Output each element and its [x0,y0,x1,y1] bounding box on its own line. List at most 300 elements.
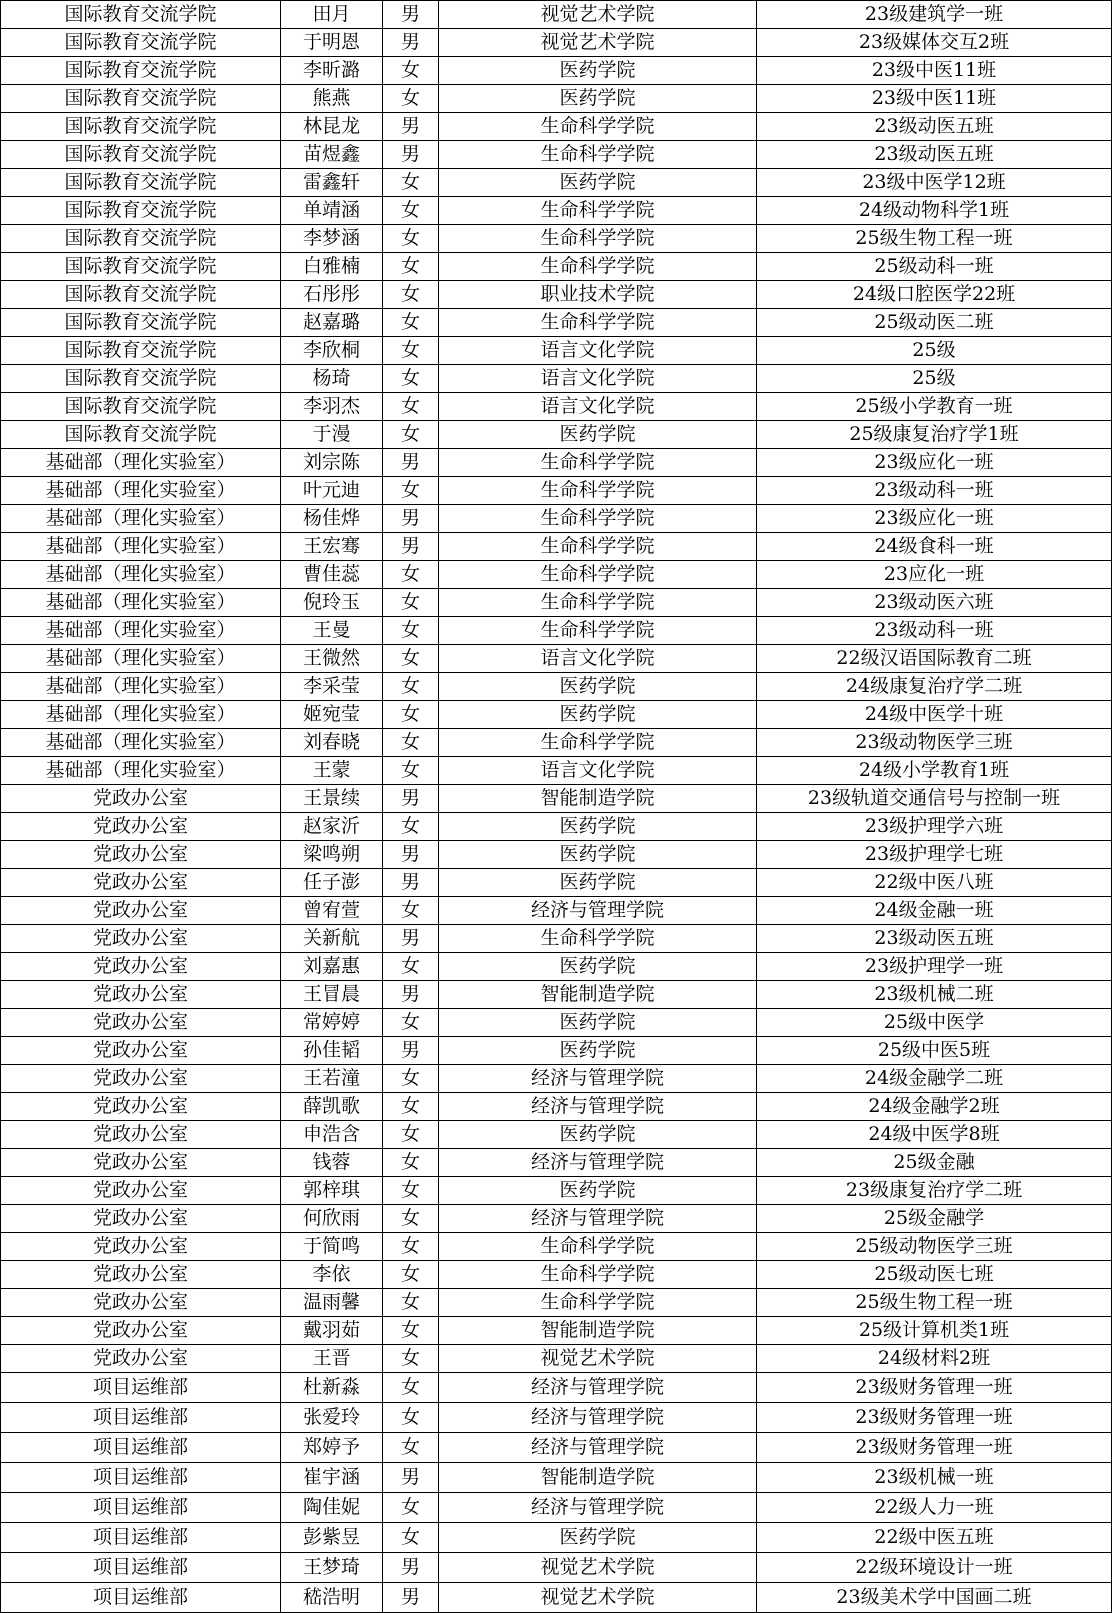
name-cell: 单靖涵 [281,197,383,225]
class-cell: 23级康复治疗学二班 [757,1177,1112,1205]
gender-cell: 女 [383,1177,439,1205]
table-row [1,785,1112,813]
name-cell: 刘嘉惠 [281,953,383,981]
name-cell: 赵嘉璐 [281,309,383,337]
name-cell: 王若潼 [281,1065,383,1093]
table-row [1,1523,1112,1553]
college-cell: 生命科学学院 [439,477,757,505]
department-cell: 基础部（理化实验室） [1,617,281,645]
table-row [1,1093,1112,1121]
gender-cell: 女 [383,225,439,253]
college-cell: 语言文化学院 [439,337,757,365]
gender-cell: 男 [383,1,439,29]
department-cell: 项目运维部 [1,1583,281,1613]
name-cell: 常婷婷 [281,1009,383,1037]
table-row [1,1403,1112,1433]
table-row [1,673,1112,701]
gender-cell: 男 [383,113,439,141]
class-cell: 25级 [757,365,1112,393]
college-cell: 经济与管理学院 [439,1373,757,1403]
gender-cell: 男 [383,533,439,561]
department-cell: 党政办公室 [1,1205,281,1233]
name-cell: 杨佳烨 [281,505,383,533]
college-cell: 医药学院 [439,1009,757,1037]
gender-cell: 女 [383,309,439,337]
class-cell: 23级动科一班 [757,617,1112,645]
table-row [1,869,1112,897]
department-cell: 基础部（理化实验室） [1,757,281,785]
table-row [1,589,1112,617]
department-cell: 项目运维部 [1,1433,281,1463]
college-cell: 经济与管理学院 [439,1403,757,1433]
name-cell: 申浩含 [281,1121,383,1149]
department-cell: 基础部（理化实验室） [1,729,281,757]
college-cell: 智能制造学院 [439,1463,757,1493]
table-row [1,953,1112,981]
department-cell: 国际教育交流学院 [1,1,281,29]
name-cell: 杨琦 [281,365,383,393]
gender-cell: 女 [383,897,439,925]
table-row [1,561,1112,589]
name-cell: 薛凯歌 [281,1093,383,1121]
table-row [1,1205,1112,1233]
class-cell: 24级金融学二班 [757,1065,1112,1093]
college-cell: 医药学院 [439,85,757,113]
gender-cell: 女 [383,1261,439,1289]
department-cell: 项目运维部 [1,1403,281,1433]
class-cell: 25级动物医学三班 [757,1233,1112,1261]
name-cell: 梁鸣朔 [281,841,383,869]
table-row [1,85,1112,113]
college-cell: 视觉艺术学院 [439,1345,757,1373]
department-cell: 党政办公室 [1,813,281,841]
name-cell: 田月 [281,1,383,29]
gender-cell: 女 [383,953,439,981]
table-row [1,701,1112,729]
table-row [1,729,1112,757]
college-cell: 视觉艺术学院 [439,29,757,57]
gender-cell: 男 [383,505,439,533]
name-cell: 温雨馨 [281,1289,383,1317]
gender-cell: 女 [383,1121,439,1149]
table-row [1,1583,1112,1613]
name-cell: 于漫 [281,421,383,449]
department-cell: 党政办公室 [1,785,281,813]
table-row [1,1037,1112,1065]
department-cell: 项目运维部 [1,1463,281,1493]
class-cell: 25级康复治疗学1班 [757,421,1112,449]
name-cell: 陶佳妮 [281,1493,383,1523]
gender-cell: 女 [383,281,439,309]
department-cell: 基础部（理化实验室） [1,645,281,673]
gender-cell: 女 [383,1149,439,1177]
college-cell: 医药学院 [439,1037,757,1065]
college-cell: 生命科学学院 [439,309,757,337]
table-row [1,617,1112,645]
gender-cell: 男 [383,29,439,57]
department-cell: 党政办公室 [1,1261,281,1289]
table-row [1,29,1112,57]
department-cell: 国际教育交流学院 [1,253,281,281]
table-row [1,281,1112,309]
department-cell: 国际教育交流学院 [1,85,281,113]
table-row [1,1289,1112,1317]
gender-cell: 女 [383,729,439,757]
college-cell: 经济与管理学院 [439,1065,757,1093]
gender-cell: 女 [383,1317,439,1345]
name-cell: 杜新淼 [281,1373,383,1403]
table-row [1,225,1112,253]
college-cell: 语言文化学院 [439,645,757,673]
department-cell: 党政办公室 [1,953,281,981]
department-cell: 国际教育交流学院 [1,197,281,225]
department-cell: 基础部（理化实验室） [1,477,281,505]
class-cell: 23级财务管理一班 [757,1373,1112,1403]
college-cell: 医药学院 [439,953,757,981]
gender-cell: 女 [383,561,439,589]
department-cell: 党政办公室 [1,1149,281,1177]
name-cell: 李采莹 [281,673,383,701]
gender-cell: 男 [383,981,439,1009]
table-row [1,309,1112,337]
gender-cell: 女 [383,617,439,645]
class-cell: 24级中医学8班 [757,1121,1112,1149]
class-cell: 23级财务管理一班 [757,1403,1112,1433]
class-cell: 24级金融一班 [757,897,1112,925]
gender-cell: 男 [383,869,439,897]
department-cell: 国际教育交流学院 [1,337,281,365]
gender-cell: 男 [383,1463,439,1493]
class-cell: 23级护理学一班 [757,953,1112,981]
gender-cell: 男 [383,141,439,169]
college-cell: 生命科学学院 [439,1261,757,1289]
class-cell: 23级中医学12班 [757,169,1112,197]
class-cell: 25级动医二班 [757,309,1112,337]
department-cell: 基础部（理化实验室） [1,505,281,533]
table-row [1,1261,1112,1289]
table-row [1,57,1112,85]
name-cell: 李梦涵 [281,225,383,253]
college-cell: 语言文化学院 [439,365,757,393]
class-cell: 23级中医11班 [757,85,1112,113]
department-cell: 项目运维部 [1,1553,281,1583]
department-cell: 基础部（理化实验室） [1,533,281,561]
department-cell: 国际教育交流学院 [1,421,281,449]
table-row [1,1,1112,29]
name-cell: 倪玲玉 [281,589,383,617]
name-cell: 关新航 [281,925,383,953]
gender-cell: 男 [383,1037,439,1065]
department-cell: 国际教育交流学院 [1,225,281,253]
college-cell: 语言文化学院 [439,757,757,785]
department-cell: 党政办公室 [1,1009,281,1037]
department-cell: 党政办公室 [1,1065,281,1093]
name-cell: 林昆龙 [281,113,383,141]
college-cell: 医药学院 [439,841,757,869]
department-cell: 党政办公室 [1,1121,281,1149]
department-cell: 国际教育交流学院 [1,29,281,57]
department-cell: 基础部（理化实验室） [1,589,281,617]
class-cell: 25级金融学 [757,1205,1112,1233]
table-row [1,1009,1112,1037]
table-row [1,449,1112,477]
gender-cell: 女 [383,813,439,841]
table-row [1,197,1112,225]
college-cell: 生命科学学院 [439,1289,757,1317]
department-cell: 国际教育交流学院 [1,393,281,421]
college-cell: 生命科学学院 [439,533,757,561]
name-cell: 雷鑫轩 [281,169,383,197]
department-cell: 国际教育交流学院 [1,365,281,393]
college-cell: 医药学院 [439,869,757,897]
class-cell: 22级环境设计一班 [757,1553,1112,1583]
name-cell: 王蒙 [281,757,383,785]
college-cell: 智能制造学院 [439,785,757,813]
department-cell: 党政办公室 [1,981,281,1009]
department-cell: 基础部（理化实验室） [1,561,281,589]
name-cell: 于明恩 [281,29,383,57]
department-cell: 国际教育交流学院 [1,113,281,141]
table-row [1,645,1112,673]
gender-cell: 女 [383,337,439,365]
name-cell: 曹佳蕊 [281,561,383,589]
class-cell: 23级应化一班 [757,505,1112,533]
college-cell: 生命科学学院 [439,589,757,617]
name-cell: 白雅楠 [281,253,383,281]
college-cell: 医药学院 [439,701,757,729]
name-cell: 刘春晓 [281,729,383,757]
class-cell: 23级媒体交互2班 [757,29,1112,57]
class-cell: 23级护理学七班 [757,841,1112,869]
college-cell: 生命科学学院 [439,617,757,645]
college-cell: 生命科学学院 [439,729,757,757]
name-cell: 郭梓琪 [281,1177,383,1205]
name-cell: 任子澎 [281,869,383,897]
name-cell: 戴羽茹 [281,1317,383,1345]
table-row [1,813,1112,841]
class-cell: 23级轨道交通信号与控制一班 [757,785,1112,813]
department-cell: 党政办公室 [1,1317,281,1345]
class-cell: 22级中医八班 [757,869,1112,897]
college-cell: 经济与管理学院 [439,1093,757,1121]
department-cell: 项目运维部 [1,1373,281,1403]
class-cell: 22级汉语国际教育二班 [757,645,1112,673]
gender-cell: 男 [383,449,439,477]
table-row [1,253,1112,281]
name-cell: 石彤彤 [281,281,383,309]
class-cell: 23级动医六班 [757,589,1112,617]
department-cell: 党政办公室 [1,1093,281,1121]
department-cell: 基础部（理化实验室） [1,701,281,729]
gender-cell: 男 [383,925,439,953]
department-cell: 党政办公室 [1,1037,281,1065]
name-cell: 于简鸣 [281,1233,383,1261]
class-cell: 25级 [757,337,1112,365]
gender-cell: 女 [383,57,439,85]
gender-cell: 男 [383,1553,439,1583]
gender-cell: 女 [383,1065,439,1093]
name-cell: 王梦琦 [281,1553,383,1583]
name-cell: 何欣雨 [281,1205,383,1233]
name-cell: 郑婷予 [281,1433,383,1463]
gender-cell: 女 [383,589,439,617]
college-cell: 医药学院 [439,1177,757,1205]
class-cell: 23级动医五班 [757,113,1112,141]
name-cell: 王宏骞 [281,533,383,561]
class-cell: 25级生物工程一班 [757,225,1112,253]
gender-cell: 女 [383,701,439,729]
class-cell: 24级康复治疗学二班 [757,673,1112,701]
college-cell: 经济与管理学院 [439,1149,757,1177]
department-cell: 国际教育交流学院 [1,57,281,85]
college-cell: 生命科学学院 [439,1233,757,1261]
gender-cell: 女 [383,365,439,393]
name-cell: 王晋 [281,1345,383,1373]
department-cell: 国际教育交流学院 [1,281,281,309]
class-cell: 23应化一班 [757,561,1112,589]
name-cell: 李欣桐 [281,337,383,365]
table-row [1,337,1112,365]
table-row [1,1149,1112,1177]
name-cell: 苗煜鑫 [281,141,383,169]
name-cell: 赵家沂 [281,813,383,841]
table-row [1,477,1112,505]
department-cell: 项目运维部 [1,1493,281,1523]
gender-cell: 男 [383,1583,439,1613]
name-cell: 熊燕 [281,85,383,113]
gender-cell: 女 [383,421,439,449]
college-cell: 医药学院 [439,1523,757,1553]
name-cell: 叶元迪 [281,477,383,505]
college-cell: 经济与管理学院 [439,1433,757,1463]
college-cell: 生命科学学院 [439,505,757,533]
name-cell: 王冒晨 [281,981,383,1009]
department-cell: 国际教育交流学院 [1,169,281,197]
gender-cell: 女 [383,1289,439,1317]
class-cell: 23级财务管理一班 [757,1433,1112,1463]
gender-cell: 女 [383,673,439,701]
table-row [1,505,1112,533]
table-row [1,533,1112,561]
table-row [1,1065,1112,1093]
class-cell: 25级金融 [757,1149,1112,1177]
department-cell: 党政办公室 [1,1345,281,1373]
college-cell: 职业技术学院 [439,281,757,309]
college-cell: 视觉艺术学院 [439,1,757,29]
table-row [1,1553,1112,1583]
department-cell: 党政办公室 [1,897,281,925]
gender-cell: 女 [383,85,439,113]
college-cell: 智能制造学院 [439,1317,757,1345]
table-row [1,1177,1112,1205]
department-cell: 党政办公室 [1,869,281,897]
department-cell: 国际教育交流学院 [1,141,281,169]
name-cell: 李羽杰 [281,393,383,421]
college-cell: 智能制造学院 [439,981,757,1009]
class-cell: 24级中医学十班 [757,701,1112,729]
gender-cell: 女 [383,1523,439,1553]
class-cell: 23级机械一班 [757,1463,1112,1493]
class-cell: 24级小学教育1班 [757,757,1112,785]
department-cell: 国际教育交流学院 [1,309,281,337]
table-row [1,1317,1112,1345]
name-cell: 姬宛莹 [281,701,383,729]
class-cell: 25级小学教育一班 [757,393,1112,421]
class-cell: 25级中医5班 [757,1037,1112,1065]
class-cell: 23级动科一班 [757,477,1112,505]
class-cell: 23级建筑学一班 [757,1,1112,29]
department-cell: 党政办公室 [1,925,281,953]
class-cell: 23级动医五班 [757,925,1112,953]
name-cell: 孙佳韬 [281,1037,383,1065]
college-cell: 医药学院 [439,169,757,197]
college-cell: 生命科学学院 [439,113,757,141]
table-row [1,1433,1112,1463]
table-row [1,1233,1112,1261]
gender-cell: 女 [383,393,439,421]
department-cell: 党政办公室 [1,1233,281,1261]
gender-cell: 女 [383,477,439,505]
table-row [1,113,1112,141]
class-cell: 25级计算机类1班 [757,1317,1112,1345]
gender-cell: 女 [383,197,439,225]
name-cell: 崔宇涵 [281,1463,383,1493]
gender-cell: 女 [383,253,439,281]
table-row [1,1463,1112,1493]
department-cell: 项目运维部 [1,1523,281,1553]
class-cell: 23级动物医学三班 [757,729,1112,757]
class-cell: 23级动医五班 [757,141,1112,169]
gender-cell: 男 [383,785,439,813]
table-row [1,1493,1112,1523]
college-cell: 医药学院 [439,1121,757,1149]
gender-cell: 女 [383,1433,439,1463]
college-cell: 生命科学学院 [439,253,757,281]
college-cell: 生命科学学院 [439,925,757,953]
name-cell: 张爱玲 [281,1403,383,1433]
gender-cell: 男 [383,841,439,869]
gender-cell: 女 [383,1233,439,1261]
table-row [1,841,1112,869]
gender-cell: 女 [383,169,439,197]
college-cell: 医药学院 [439,673,757,701]
table-row [1,1345,1112,1373]
college-cell: 生命科学学院 [439,197,757,225]
name-cell: 李依 [281,1261,383,1289]
department-cell: 党政办公室 [1,1177,281,1205]
class-cell: 24级口腔医学22班 [757,281,1112,309]
gender-cell: 女 [383,1093,439,1121]
department-cell: 党政办公室 [1,1289,281,1317]
class-cell: 25级生物工程一班 [757,1289,1112,1317]
table-row [1,169,1112,197]
college-cell: 经济与管理学院 [439,897,757,925]
gender-cell: 女 [383,1493,439,1523]
table-row [1,757,1112,785]
name-cell: 王曼 [281,617,383,645]
gender-cell: 女 [383,1345,439,1373]
table-row [1,925,1112,953]
class-cell: 22级人力一班 [757,1493,1112,1523]
college-cell: 生命科学学院 [439,141,757,169]
class-cell: 24级材料2班 [757,1345,1112,1373]
class-cell: 23级机械二班 [757,981,1112,1009]
department-cell: 基础部（理化实验室） [1,449,281,477]
college-cell: 生命科学学院 [439,449,757,477]
class-cell: 24级金融学2班 [757,1093,1112,1121]
department-cell: 党政办公室 [1,841,281,869]
college-cell: 视觉艺术学院 [439,1553,757,1583]
